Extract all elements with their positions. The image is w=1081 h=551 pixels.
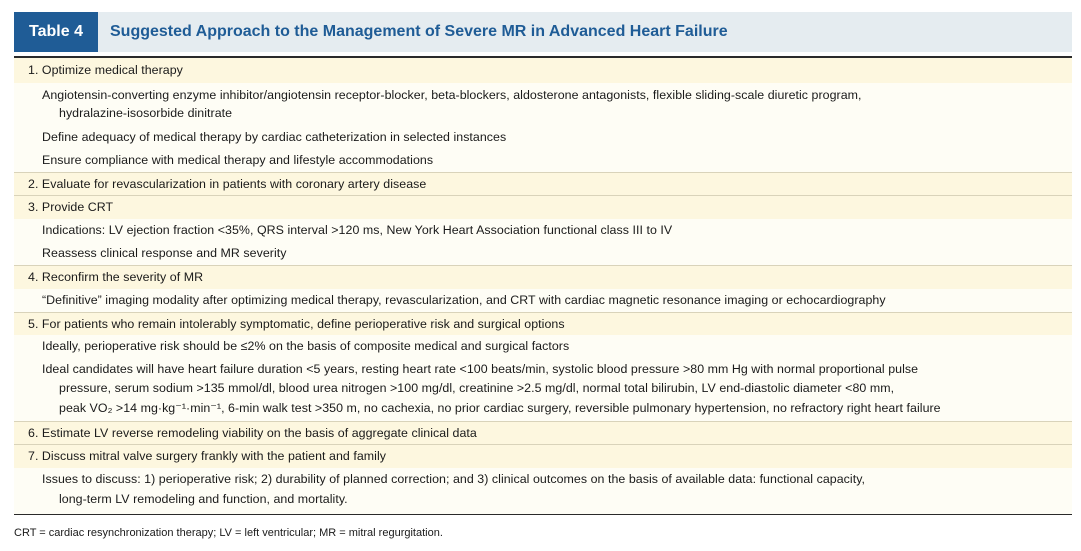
item-row bbox=[14, 468, 1072, 514]
table-number-label: Table 4 bbox=[14, 12, 98, 52]
item-row bbox=[14, 242, 1072, 265]
item-text: Ensure compliance with medical therapy and lifestyle accommodations bbox=[42, 153, 434, 167]
item-text: Define adequacy of medical therapy by cardiac catheterization in selected instances bbox=[42, 130, 507, 144]
section-heading: 2. Evaluate for revascularization in patients with coronary artery disease bbox=[28, 177, 427, 191]
section-row-6 bbox=[14, 421, 1072, 445]
section-heading: 1. Optimize medical therapy bbox=[28, 63, 183, 77]
item-row bbox=[14, 83, 1072, 126]
item-text-continued: peak VO₂ >14 mg·kg⁻¹·min⁻¹, 6-min walk test >350 m, no cachexia, no prior cardiac surgery, reversible pulmonary hypertension, no refractory right heart failure bbox=[59, 401, 941, 415]
item-text-continued: hydralazine-isosorbide dinitrate bbox=[59, 106, 233, 120]
table-header bbox=[14, 12, 1072, 52]
item-row bbox=[14, 358, 1072, 421]
item-text: Issues to discuss: 1) perioperative risk; 2) durability of planned correction; and 3) clinical outcomes on the basis of available data: functional capacity, bbox=[42, 472, 866, 486]
bottom-rule bbox=[14, 514, 1072, 515]
section-heading: 4. Reconfirm the severity of MR bbox=[28, 270, 204, 284]
item-row bbox=[14, 126, 1072, 149]
item-text: Angiotensin-converting enzyme inhibitor/angiotensin receptor-blocker, beta-blockers, aldosterone antagonists, flexible sliding-scale diuretic program, bbox=[42, 88, 862, 102]
item-text: Ideal candidates will have heart failure duration <5 years, resting heart rate <100 beats/min, systolic blood pressure >80 mm Hg with normal proportional pulse bbox=[42, 362, 919, 376]
item-text: “Definitive” imaging modality after optimizing medical therapy, revascularization, and CRT with cardiac magnetic resonance imaging or echocardiography bbox=[42, 293, 886, 307]
table-body bbox=[14, 58, 1072, 514]
section-row-4 bbox=[14, 265, 1072, 290]
section-row-3 bbox=[14, 195, 1072, 220]
section-row-1 bbox=[14, 58, 1072, 83]
item-text-continued: long-term LV remodeling and function, and mortality. bbox=[59, 492, 348, 506]
section-row-2 bbox=[14, 172, 1072, 196]
item-text: Ideally, perioperative risk should be ≤2% on the basis of composite medical and surgical factors bbox=[42, 339, 570, 353]
item-row bbox=[14, 149, 1072, 172]
section-heading: 7. Discuss mitral valve surgery frankly with the patient and family bbox=[28, 449, 386, 463]
item-row bbox=[14, 219, 1072, 242]
item-text: Indications: LV ejection fraction <35%, QRS interval >120 ms, New York Heart Association functional class III to IV bbox=[42, 223, 673, 237]
section-heading: 3. Provide CRT bbox=[28, 200, 114, 214]
item-row bbox=[14, 289, 1072, 312]
section-heading: 5. For patients who remain intolerably symptomatic, define perioperative risk and surgical options bbox=[28, 317, 565, 331]
item-row bbox=[14, 335, 1072, 358]
item-text: Reassess clinical response and MR severity bbox=[42, 246, 287, 260]
table-title: Suggested Approach to the Management of Severe MR in Advanced Heart Failure bbox=[110, 23, 728, 40]
section-heading: 6. Estimate LV reverse remodeling viability on the basis of aggregate clinical data bbox=[28, 426, 477, 440]
table-footnote: CRT = cardiac resynchronization therapy; LV = left ventricular; MR = mitral regurgitation. bbox=[14, 527, 443, 539]
section-row-7 bbox=[14, 444, 1072, 469]
item-text-continued: pressure, serum sodium >135 mmol/dl, blood urea nitrogen >100 mg/dl, creatinine >2.5 mg/dl, normal total bilirubin, LV end-diastolic diameter <80 mm, bbox=[59, 381, 895, 395]
section-row-5 bbox=[14, 312, 1072, 336]
